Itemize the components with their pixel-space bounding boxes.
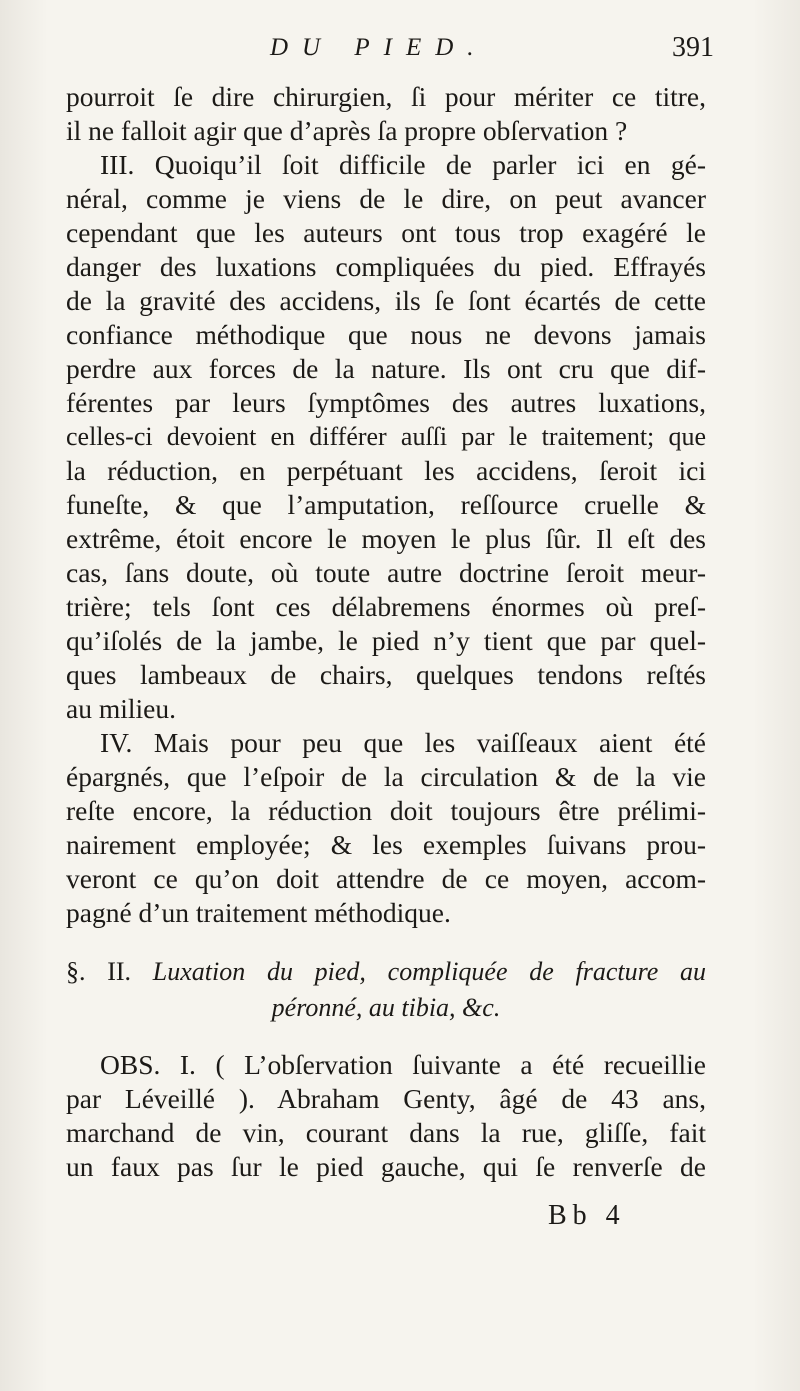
text-line: qu’iſolés de la jambe, le pied n’y tient que par quel- — [66, 625, 706, 656]
text-line: perdre aux forces de la nature. Ils ont cru que dif- — [66, 353, 706, 384]
observation-spacer — [66, 1026, 706, 1048]
text-line: pourroit ſe dire chirurgien, ſi pour mériter ce titre, — [66, 81, 706, 112]
text-line: OBS. I. ( L’obſervation ſuivante a été recueillie — [100, 1049, 706, 1080]
paragraph-iii — [66, 148, 706, 726]
text-line: reſte encore, la réduction doit toujours être prélimi- — [66, 795, 706, 826]
text-line: funeſte, & que l’amputation, reſſource cruelle & — [66, 489, 706, 520]
text-line: III. Quoiqu’il ſoit difficile de parler ici en gé- — [100, 149, 706, 180]
section-title: Luxation du pied, compliquée de fracture au — [152, 957, 706, 986]
running-head — [0, 30, 800, 70]
text-line: par Léveillé ). Abraham Genty, âgé de 43 ans, — [66, 1083, 706, 1114]
observation-paragraph — [66, 1048, 706, 1184]
text-line: danger des luxations compliquées du pied. Effrayés — [66, 251, 706, 282]
text-line: trière; tels ſont ces délabremens énormes où preſ- — [66, 591, 706, 622]
text-line: marchand de vin, courant dans la rue, gliſſe, fait — [66, 1117, 706, 1148]
text-line: la réduction, en perpétuant les accidens, ſeroit ici — [66, 455, 706, 486]
section-heading-line — [66, 954, 706, 990]
section-heading-continuation: péronné, au tibia, &c. — [271, 993, 501, 1022]
text-line: il ne falloit agir que d’après ſa propre obſervation ? — [66, 115, 628, 146]
catchword-signature: Bb 4 — [548, 1200, 626, 1231]
text-line: de la gravité des accidens, ils ſe ſont écartés de cette — [66, 285, 706, 316]
paragraph-continuation — [66, 80, 706, 148]
text-line: confiance méthodique que nous ne devons jamais — [66, 319, 706, 350]
text-line: celles-ci devoient en différer auſſi par le traitement; que — [66, 422, 706, 451]
running-title: DU PIED. — [270, 34, 488, 61]
paragraph-iv — [66, 726, 706, 930]
text-line: IV. Mais pour peu que les vaiſſeaux aient été — [100, 727, 706, 758]
text-line: cependant que les auteurs ont tous trop exagéré le — [66, 217, 706, 248]
text-line: pagné d’un traitement méthodique. — [66, 897, 451, 928]
text-line: férentes par leurs ſymptômes des autres luxations, — [66, 387, 706, 418]
text-line: extrême, étoit encore le moyen le plus ſûr. Il eſt des — [66, 523, 706, 554]
text-line: ques lambeaux de chairs, quelques tendons reſtés — [66, 659, 706, 690]
section-spacer — [66, 930, 706, 954]
text-line: néral, comme je viens de le dire, on peut avancer — [66, 183, 706, 214]
text-line: épargnés, que l’eſpoir de la circulation & de la vie — [66, 761, 706, 792]
text-line: cas, ſans doute, où toute autre doctrine ſeroit meur- — [66, 557, 706, 588]
text-line: veront ce qu’on doit attendre de ce moyen, accom- — [66, 863, 706, 894]
section-heading — [66, 954, 706, 1026]
text-line: un faux pas ſur le pied gauche, qui ſe renverſe de — [66, 1151, 706, 1182]
page-number: 391 — [672, 32, 714, 63]
body-text — [66, 80, 706, 1184]
text-line: nairement employée; & les exemples ſuivans prou- — [66, 829, 706, 860]
text-line: au milieu. — [66, 693, 176, 724]
section-number: §. II. — [66, 957, 132, 986]
